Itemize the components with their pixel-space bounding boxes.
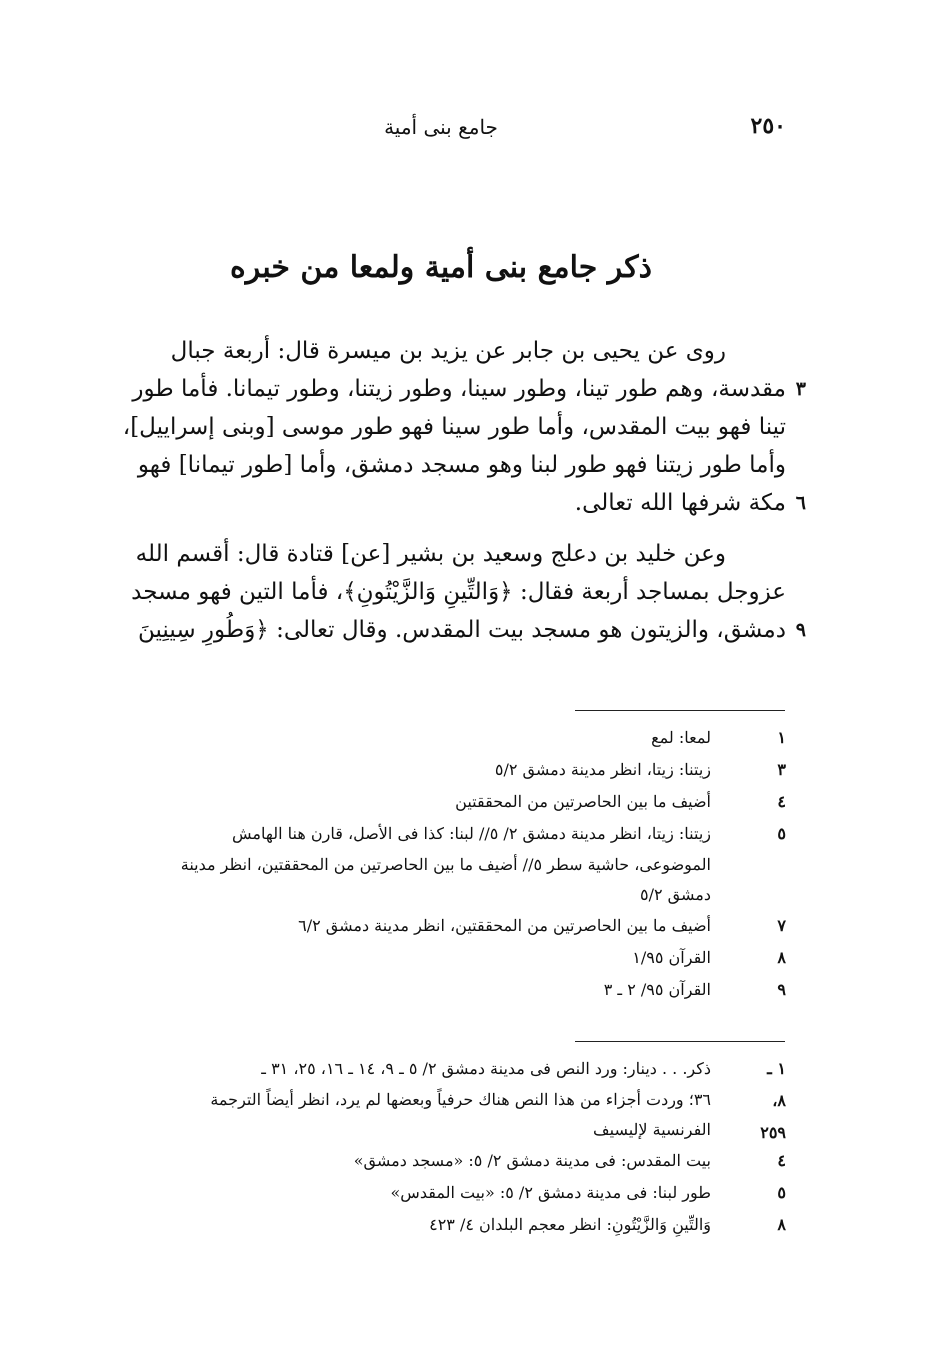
chapter-title: ذكر جامع بنى أمية ولمعا من خبره bbox=[230, 250, 652, 285]
main-text bbox=[96, 332, 806, 649]
footnote-continuation: دمشق ٥/٢ bbox=[640, 885, 711, 904]
line-text: روى عن يحيى بن جابر عن يزيد بن ميسرة قال: أربعة جبال bbox=[170, 338, 726, 364]
footnote bbox=[96, 786, 786, 818]
footnote-text: طور لبنا: فى مدينة دمشق ٢/ ٥: «بيت المقدس» bbox=[390, 1183, 711, 1202]
line-text: عزوجل بمساجد أربعة فقال: ﴿وَالتِّينِ وَالزَّيْتُونِ﴾، فأما التين فهو مسجد bbox=[131, 579, 786, 605]
running-head bbox=[96, 113, 786, 145]
footnote-number: ٧ bbox=[777, 916, 786, 935]
footnote-continuation: ٣٦؛ وردت أجزاء من هذا النص هناك حرفياً وبعضها لم يرد، انظر أيضاً الترجمة bbox=[210, 1090, 711, 1109]
line-text: وعن خليد بن دعلج وسعيد بن بشير [عن] قتادة قال: أقسم الله bbox=[135, 541, 726, 567]
footnote-text: أضيف ما بين الحاصرتين من المحققتين bbox=[455, 792, 711, 811]
footnote-number: ٤ bbox=[777, 792, 786, 811]
footnote-text: القرآن ٩٥/ ٢ ـ ٣ bbox=[603, 980, 711, 999]
footnote bbox=[96, 974, 786, 1006]
footnote bbox=[96, 754, 786, 786]
text-line bbox=[96, 370, 806, 408]
footnote-number: ٣ bbox=[777, 760, 786, 779]
footnote-text: زيتنا: زيتا، انظر مدينة دمشق ٢/ ٥// لبنا: كذا فى الأصل، قارن هنا الهامش bbox=[232, 824, 711, 843]
source-footnotes bbox=[96, 1053, 786, 1241]
footnote bbox=[96, 1209, 786, 1241]
footnote-number: ١ ـ ٨، ٢٥٩ bbox=[760, 1059, 786, 1142]
line-number: ٦ bbox=[795, 492, 806, 514]
footnote-number: ٨ bbox=[777, 948, 786, 967]
footnote bbox=[96, 1177, 786, 1209]
line-text: تينا فهو بيت المقدس، وأما طور سينا فهو طور موسى [وبنى إسراييل]، bbox=[122, 414, 786, 440]
footnote-continuation: الفرنسية لإليسيف bbox=[593, 1120, 711, 1139]
footnote bbox=[96, 910, 786, 942]
paragraph-1 bbox=[96, 332, 806, 522]
footnote-text: بيت المقدس: فى مدينة دمشق ٢/ ٥: «مسجد دمشق» bbox=[353, 1151, 711, 1170]
footnote-text: ذكر. . . دينار: ورد النص فى مدينة دمشق ٢/ ٥ ـ ٩، ١٤ ـ ١٦، ٢٥، ٣١ ـ bbox=[261, 1059, 711, 1078]
footnote bbox=[96, 722, 786, 754]
page-number: ٢٥٠ bbox=[750, 113, 786, 139]
footnote-text: وَالتِّينِ وَالزَّيْتُونِ: انظر معجم البلدان ٤/ ٤٢٣ bbox=[429, 1215, 711, 1234]
text-line bbox=[96, 446, 786, 484]
footnote-number: ٥ bbox=[777, 1183, 786, 1202]
footnote-number: ١ bbox=[777, 728, 786, 747]
text-line bbox=[96, 611, 806, 649]
line-text: مكة شرفها الله تعالى. bbox=[574, 490, 786, 516]
footnote-text: لمعا: لمع bbox=[651, 728, 711, 747]
footnote bbox=[96, 942, 786, 974]
footnote bbox=[96, 1145, 786, 1177]
text-line bbox=[96, 484, 806, 522]
text-line bbox=[96, 535, 786, 573]
footnote-text: أضيف ما بين الحاصرتين من المحققتين، انظر مدينة دمشق ٦/٢ bbox=[298, 916, 711, 935]
text-line bbox=[96, 573, 786, 611]
footnote-number: ٤ bbox=[777, 1151, 786, 1170]
footnote-number: ٥ bbox=[777, 824, 786, 843]
footnote-text: زيتنا: زيتا، انظر مدينة دمشق ٥/٢ bbox=[494, 760, 711, 779]
text-line bbox=[96, 332, 786, 370]
footnote-number: ٩ bbox=[777, 980, 786, 999]
footnote-divider-1 bbox=[575, 710, 785, 711]
paragraph-2 bbox=[96, 535, 806, 649]
line-number: ٣ bbox=[795, 378, 806, 400]
footnote-number: ٨ bbox=[777, 1215, 786, 1234]
footnote-divider-2 bbox=[575, 1041, 785, 1042]
line-text: وأما طور زيتنا فهو طور لبنا وهو مسجد دمشق، وأما [طور تيمانا] فهو bbox=[137, 452, 786, 478]
apparatus-footnotes bbox=[96, 722, 786, 1006]
line-text: مقدسة، وهم طور تينا، وطور سينا، وطور زيتنا، وطور تيمانا. فأما طور bbox=[132, 376, 786, 402]
running-title: جامع بنى أمية bbox=[384, 115, 498, 139]
text-line bbox=[96, 408, 786, 446]
footnote bbox=[96, 818, 786, 850]
footnote-continuation: الموضوعى، حاشية سطر ٥// أضيف ما بين الحاصرتين من المحققتين، انظر مدينة bbox=[180, 855, 711, 874]
line-text: دمشق، والزيتون هو مسجد بيت المقدس. وقال تعالى: ﴿وَطُورِ سِينِينَ bbox=[137, 617, 786, 643]
footnote-text: القرآن ١/٩٥ bbox=[632, 948, 711, 967]
line-number: ٩ bbox=[795, 619, 806, 641]
